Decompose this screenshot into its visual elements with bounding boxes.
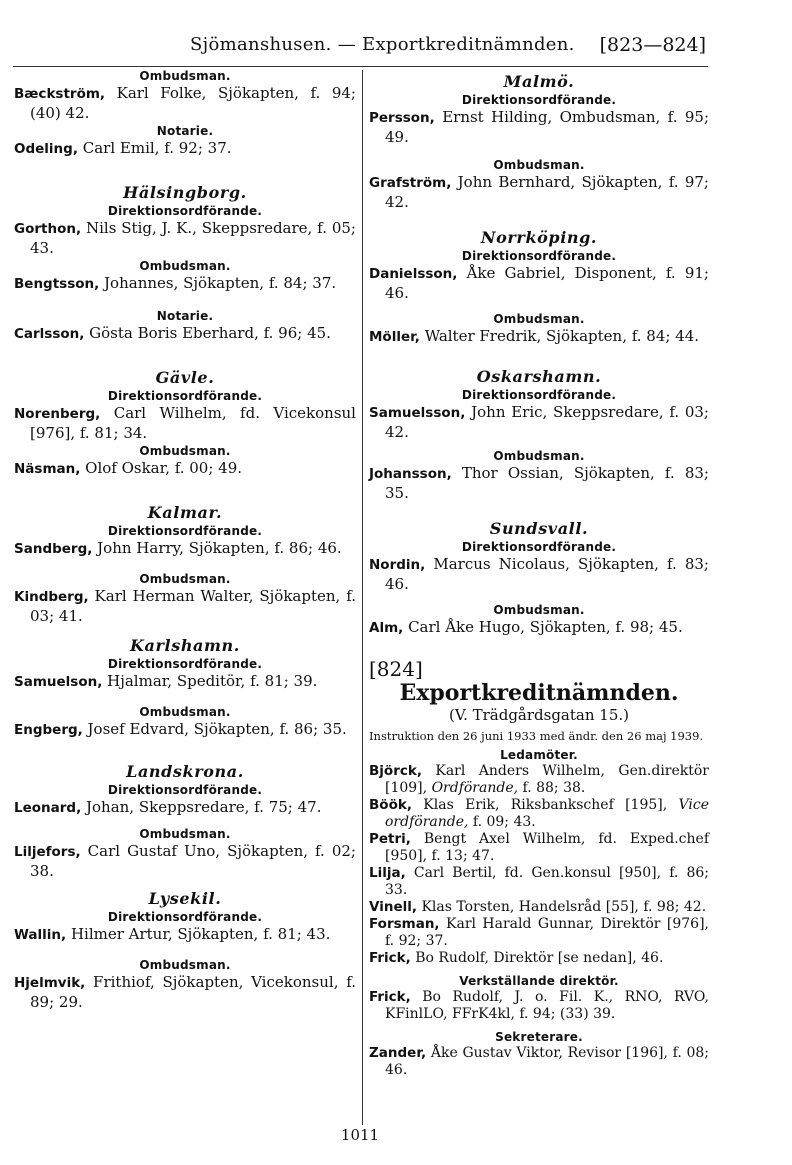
section-heading: Ombudsman. xyxy=(139,572,231,586)
entry-text: Bo Rudolf, Direktör [se nedan], 46. xyxy=(415,950,664,966)
section-heading: Ombudsman. xyxy=(139,69,231,83)
section-heading: Ombudsman. xyxy=(139,444,231,458)
city-heading: Malmö. xyxy=(503,72,575,91)
section-heading: Direktionsordförande. xyxy=(107,524,263,538)
entry-text: Thor Ossian, Sjökapten, f. 83; 35. xyxy=(385,464,709,502)
entry-name: Engberg, xyxy=(14,722,83,738)
entry-name: Möller, xyxy=(369,329,420,345)
entry-name: Frick, xyxy=(369,989,411,1005)
entry-name: Odeling, xyxy=(14,141,78,157)
entry-name: Näsman, xyxy=(14,461,81,477)
entry-name: Danielsson, xyxy=(369,266,458,282)
entry xyxy=(14,587,356,626)
entry-text: Bengt Axel Wilhelm, fd. Exped.chef [950], f. 13; 47. xyxy=(385,831,709,864)
city-heading: Norrköping. xyxy=(480,228,598,247)
section-heading: Direktionsordförande. xyxy=(107,389,263,403)
member-entry xyxy=(369,899,709,916)
entry-text: John Bernhard, Sjökapten, f. 97; 42. xyxy=(385,173,709,211)
entry-role: Vice ordförande, xyxy=(385,797,710,830)
entry-name: Johansson, xyxy=(369,466,452,482)
section-heading: Ombudsman. xyxy=(493,449,585,463)
entry-name: Sandberg, xyxy=(14,541,93,557)
city-heading: Lysekil. xyxy=(148,889,222,908)
entry-text: Åke Gustav Viktor, Revisor [196], f. 08; 46. xyxy=(385,1045,710,1078)
entry xyxy=(369,264,709,303)
header-rule xyxy=(13,66,708,67)
entry xyxy=(14,84,356,123)
entry-name: Samuelsson, xyxy=(369,405,466,421)
right-column xyxy=(369,68,709,1079)
member-entry xyxy=(369,763,709,797)
entry-name: Alm, xyxy=(369,620,404,636)
member-entry xyxy=(369,989,709,1023)
entry-name: Grafström, xyxy=(369,175,452,191)
entry xyxy=(14,672,356,692)
entry xyxy=(14,404,356,443)
entry xyxy=(369,108,709,147)
entry xyxy=(369,327,709,347)
section-heading: Direktionsordförande. xyxy=(461,388,617,402)
entry-name: Vinell, xyxy=(369,899,417,915)
city-heading: Landskrona. xyxy=(126,762,244,781)
entry-name: Bæckström, xyxy=(14,86,106,102)
entry-text: Josef Edvard, Sjökapten, f. 86; 35. xyxy=(87,720,347,738)
section-heading: Verkställande direktör. xyxy=(459,974,619,988)
entry-name: Gorthon, xyxy=(14,221,82,237)
member-entry xyxy=(369,1045,709,1079)
left-column xyxy=(14,68,356,1012)
city-heading: Hälsingborg. xyxy=(123,183,247,202)
instruction-note: Instruktion den 26 juni 1933 med ändr. den 26 maj 1939. xyxy=(369,729,704,743)
entry-tail: f. 09; 43. xyxy=(472,814,536,830)
section-heading: Direktionsordförande. xyxy=(107,910,263,924)
entry-text: Carl Wilhelm, fd. Vicekonsul [976], f. 81; 34. xyxy=(30,404,356,442)
city-heading: Oskarshamn. xyxy=(476,367,602,386)
page-number: 1011 xyxy=(340,1126,380,1144)
entry xyxy=(14,324,356,344)
entry-text: Johan, Skeppsredare, f. 75; 47. xyxy=(86,798,322,816)
section-title: Exportkreditnämnden. xyxy=(399,680,679,706)
entry-name: Norenberg, xyxy=(14,406,101,422)
section-heading: Direktionsordförande. xyxy=(461,540,617,554)
entry-name: Bengtsson, xyxy=(14,276,100,292)
entry-text: Johannes, Sjökapten, f. 84; 37. xyxy=(104,274,337,292)
section-heading: Ledamöter. xyxy=(500,748,578,762)
section-heading: Ombudsman. xyxy=(493,158,585,172)
entry xyxy=(369,464,709,503)
entry-text: Hilmer Artur, Sjökapten, f. 81; 43. xyxy=(70,925,331,943)
city-heading: Sundsvall. xyxy=(489,519,589,538)
member-entry xyxy=(369,797,709,831)
entry-name: Hjelmvik, xyxy=(14,975,86,991)
entry-name: Lilja, xyxy=(369,865,406,881)
entry-text: Marcus Nicolaus, Sjökapten, f. 83; 46. xyxy=(385,555,709,593)
entry-name: Nordin, xyxy=(369,557,426,573)
entry xyxy=(369,403,709,442)
entry xyxy=(14,459,356,479)
address: (V. Trädgårdsgatan 15.) xyxy=(449,706,629,724)
entry-name: Samuelson, xyxy=(14,674,103,690)
section-heading: Ombudsman. xyxy=(493,312,585,326)
entry-role: Ordförande, xyxy=(431,780,519,796)
entry-text: Carl Bertil, fd. Gen.konsul [950], f. 86; 33. xyxy=(385,865,710,898)
page-header xyxy=(0,34,792,58)
section-heading: Sekreterare. xyxy=(495,1030,583,1044)
entry-name: Björck, xyxy=(369,763,422,779)
member-entry xyxy=(369,865,709,899)
entry-text: Frithiof, Sjökapten, Vicekonsul, f. 89; 29. xyxy=(30,973,356,1011)
entry-text: Walter Fredrik, Sjökapten, f. 84; 44. xyxy=(424,327,700,345)
entry-name: Carlsson, xyxy=(14,326,85,342)
entry-text: Hjalmar, Speditör, f. 81; 39. xyxy=(107,672,318,690)
entry-text: Gösta Boris Eberhard, f. 96; 45. xyxy=(89,324,331,342)
member-entry xyxy=(369,950,709,967)
section-heading: Notarie. xyxy=(156,309,214,323)
entry-name: Liljefors, xyxy=(14,844,81,860)
entry xyxy=(14,798,356,818)
entry-text: Klas Erik, Riksbankschef [195], xyxy=(423,797,668,813)
entry-name: Kindberg, xyxy=(14,589,89,605)
section-heading: Direktionsordförande. xyxy=(107,204,263,218)
entry xyxy=(369,618,709,638)
running-title: Sjömanshusen. — Exportkreditnämnden. xyxy=(190,34,575,55)
city-heading: Kalmar. xyxy=(147,503,223,522)
entry xyxy=(14,973,356,1012)
entry-name: Leonard, xyxy=(14,800,82,816)
entry xyxy=(14,720,356,740)
entry xyxy=(369,555,709,594)
entry-text: John Harry, Sjökapten, f. 86; 46. xyxy=(97,539,342,557)
entry xyxy=(14,274,356,294)
section-heading: Ombudsman. xyxy=(139,827,231,841)
entry-text: Carl Emil, f. 92; 37. xyxy=(82,139,232,157)
entry xyxy=(14,219,356,258)
city-heading: Karlshamn. xyxy=(130,636,240,655)
member-entry xyxy=(369,831,709,865)
entry-tail: f. 88; 38. xyxy=(522,780,586,796)
entry-text: John Eric, Skeppsredare, f. 03; 42. xyxy=(385,403,709,441)
entry-name: Zander, xyxy=(369,1045,427,1061)
page-reference: [824] xyxy=(369,657,423,681)
entry-text: Karl Harald Gunnar, Direktör [976], f. 92; 37. xyxy=(385,916,709,949)
entry-name: Böök, xyxy=(369,797,412,813)
section-heading: Direktionsordförande. xyxy=(461,93,617,107)
entry-name: Frick, xyxy=(369,950,411,966)
section-heading: Direktionsordförande. xyxy=(107,783,263,797)
column-divider xyxy=(362,70,363,1125)
entry-name: Petri, xyxy=(369,831,411,847)
entry xyxy=(14,925,356,945)
city-heading: Gävle. xyxy=(155,368,215,387)
entry-name: Wallin, xyxy=(14,927,67,943)
section-heading: Ombudsman. xyxy=(493,603,585,617)
entry-text: Klas Torsten, Handelsråd [55], f. 98; 42. xyxy=(421,899,707,915)
entry-text: Karl Herman Walter, Sjökapten, f. 03; 41. xyxy=(30,587,356,625)
section-heading: Ombudsman. xyxy=(139,705,231,719)
section-heading: Ombudsman. xyxy=(139,958,231,972)
entry-text: Karl Anders Wilhelm, Gen.direktör [109], xyxy=(385,763,709,796)
entry-text: Nils Stig, J. K., Skeppsredare, f. 05; 43. xyxy=(30,219,356,257)
member-entry xyxy=(369,916,709,950)
entry-text: Åke Gabriel, Disponent, f. 91; 46. xyxy=(385,264,709,302)
entry-text: Olof Oskar, f. 00; 49. xyxy=(85,459,243,477)
entry-text: Ernst Hilding, Ombudsman, f. 95; 49. xyxy=(385,108,709,146)
entry-text: Bo Rudolf, J. o. Fil. K., RNO, RVO, KFinlLO, FFrK4kl, f. 94; (33) 39. xyxy=(385,989,709,1022)
entry-name: Forsman, xyxy=(369,916,440,932)
section-heading: Notarie. xyxy=(156,124,214,138)
entry-name: Persson, xyxy=(369,110,435,126)
entry xyxy=(14,139,356,159)
page-range: [823—824] xyxy=(599,34,706,56)
section-heading: Ombudsman. xyxy=(139,259,231,273)
section-heading: Direktionsordförande. xyxy=(107,657,263,671)
entry xyxy=(14,842,356,881)
entry-text: Carl Gustaf Uno, Sjökapten, f. 02; 38. xyxy=(30,842,356,880)
section-heading: Direktionsordförande. xyxy=(461,249,617,263)
entry-text: Karl Folke, Sjökapten, f. 94; (40) 42. xyxy=(30,84,356,122)
entry-text: Carl Åke Hugo, Sjökapten, f. 98; 45. xyxy=(408,618,683,636)
entry xyxy=(14,539,356,559)
entry xyxy=(369,173,709,212)
